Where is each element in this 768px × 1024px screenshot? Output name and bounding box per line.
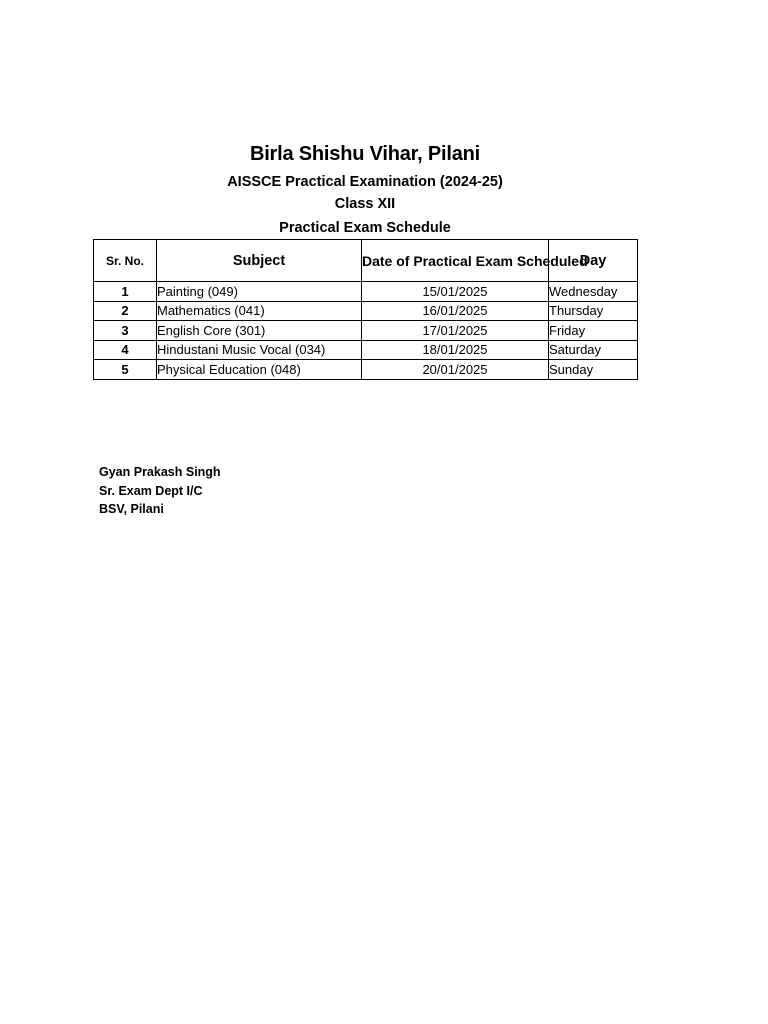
school-name: Birla Shishu Vihar, Pilani xyxy=(249,143,481,165)
cell-subject: Mathematics (041) xyxy=(157,301,362,321)
cell-day: Saturday xyxy=(549,340,638,360)
cell-date: 15/01/2025 xyxy=(362,282,549,302)
column-header-subject: Subject xyxy=(157,240,362,282)
schedule-table xyxy=(93,239,638,380)
cell-date: 18/01/2025 xyxy=(362,340,549,360)
column-header-date: Date of Practical Exam Scheduled xyxy=(362,240,549,282)
cell-day: Thursday xyxy=(549,301,638,321)
cell-subject: Physical Education (048) xyxy=(157,360,362,380)
cell-sr-no: 3 xyxy=(94,321,157,341)
cell-sr-no: 4 xyxy=(94,340,157,360)
table-row xyxy=(94,321,638,341)
table-row xyxy=(94,282,638,302)
cell-date: 16/01/2025 xyxy=(362,301,549,321)
cell-subject: English Core (301) xyxy=(157,321,362,341)
cell-sr-no: 5 xyxy=(94,360,157,380)
cell-day: Wednesday xyxy=(549,282,638,302)
cell-sr-no: 1 xyxy=(94,282,157,302)
column-header-sr-no: Sr. No. xyxy=(94,240,157,282)
cell-date: 20/01/2025 xyxy=(362,360,549,380)
table-header-row xyxy=(94,240,638,282)
class-label: Class XII xyxy=(334,196,396,212)
cell-sr-no: 2 xyxy=(94,301,157,321)
table-row xyxy=(94,301,638,321)
table-row xyxy=(94,360,638,380)
cell-subject: Painting (049) xyxy=(157,282,362,302)
cell-subject: Hindustani Music Vocal (034) xyxy=(157,340,362,360)
schedule-title: Practical Exam Schedule xyxy=(279,220,451,236)
column-header-day: Day xyxy=(549,240,638,282)
cell-day: Sunday xyxy=(549,360,638,380)
signatory-organization: BSV, Pilani xyxy=(99,502,164,516)
cell-date: 17/01/2025 xyxy=(362,321,549,341)
signatory-designation: Sr. Exam Dept I/C xyxy=(99,484,203,498)
exam-title: AISSCE Practical Examination (2024-25) xyxy=(227,174,503,190)
cell-day: Friday xyxy=(549,321,638,341)
table-row xyxy=(94,340,638,360)
signatory-name: Gyan Prakash Singh xyxy=(99,465,221,479)
